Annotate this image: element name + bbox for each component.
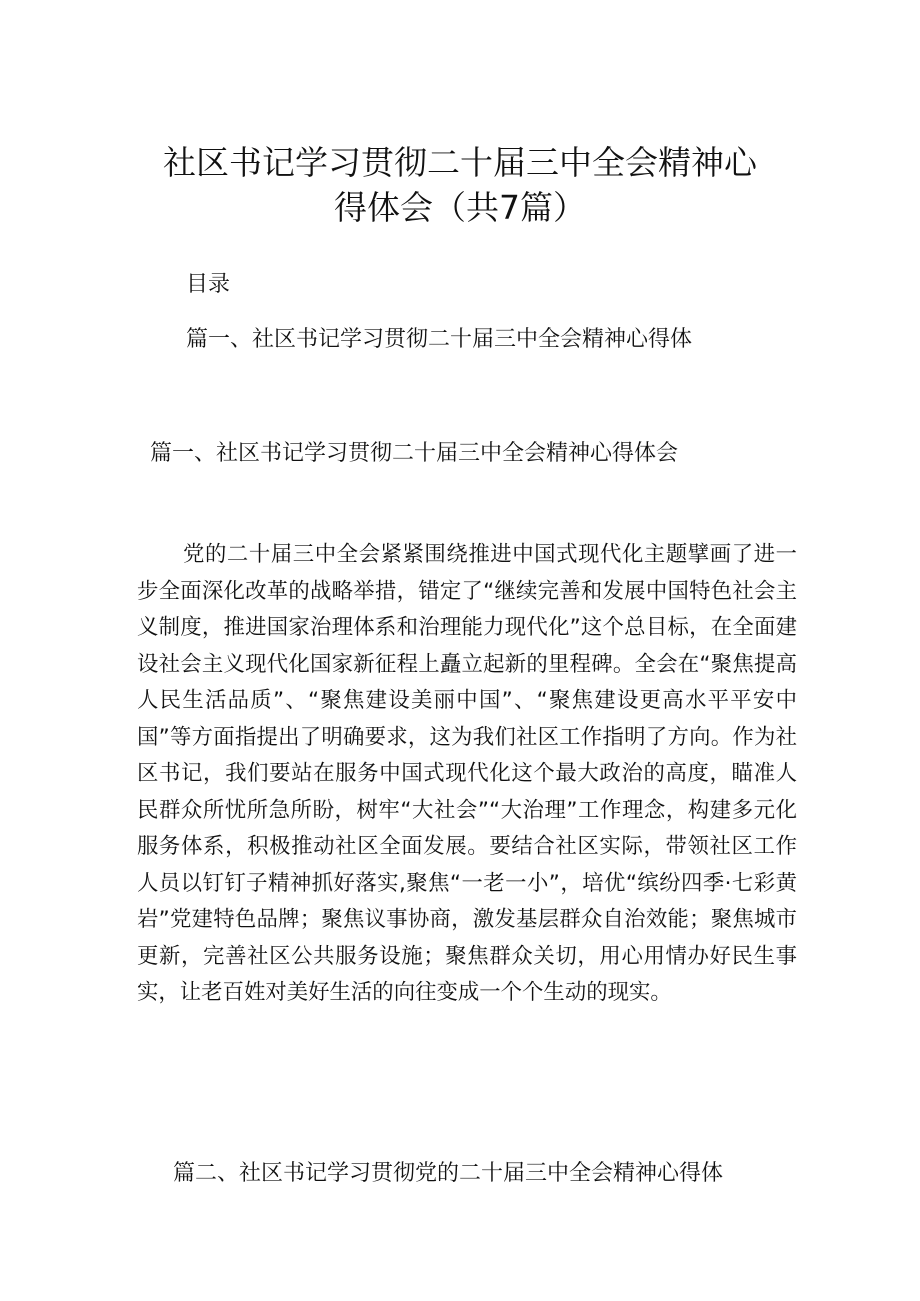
table-of-contents-label: 目录 xyxy=(186,272,231,297)
document-title-line-1: 社区书记学习贯彻二十届三中全会精神心 xyxy=(163,143,757,182)
body-paragraph: 党的二十届三中全会紧紧围绕推进中国式现代化主题擘画了进一步全面深化改革的战略举措，错定了“继续完善和发展中国特色社会主义制度，推进国家治理体系和治理能力现代化”这个总目标，在全面建设社会主义现代化国家新征程上矗立起新的里程碑。全会在“聚焦提高人民生活品质”、“聚焦建设美丽中国”、“聚焦建设更高水平平安中国”等方面指提出了明确要求，这为我们社区工作指明了方向。作为社区书记，我们要站在服务中国式现代化这个最大政治的高度，瞄准人民群众所忧所急所盼，树牢“大社会”“大治理”工作理念，构建多元化服务体系，积极推动社区全面发展。要结合社区实际，带领社区工作人员以钉钉子精神抓好落实,聚焦“一老一小”，培优“缤纷四季·七彩黄岩”党建特色品牌；聚焦议事协商，激发基层群众自治效能；聚焦城市更新，完善社区公共服务设施；聚焦群众关切，用心用情办好民生事实，让老百姓对美好生活的向往变成一个个生动的现实。 xyxy=(137,542,797,1005)
section-heading-1: 篇一、社区书记学习贯彻二十届三中全会精神心得体会 xyxy=(150,441,679,466)
section-heading-2: 篇二、社区书记学习贯彻党的二十届三中全会精神心得体 xyxy=(173,1161,724,1186)
document-title-line-2: 得体会（共7篇） xyxy=(334,188,586,227)
toc-item-1: 篇一、社区书记学习贯彻二十届三中全会精神心得体 xyxy=(186,327,693,352)
